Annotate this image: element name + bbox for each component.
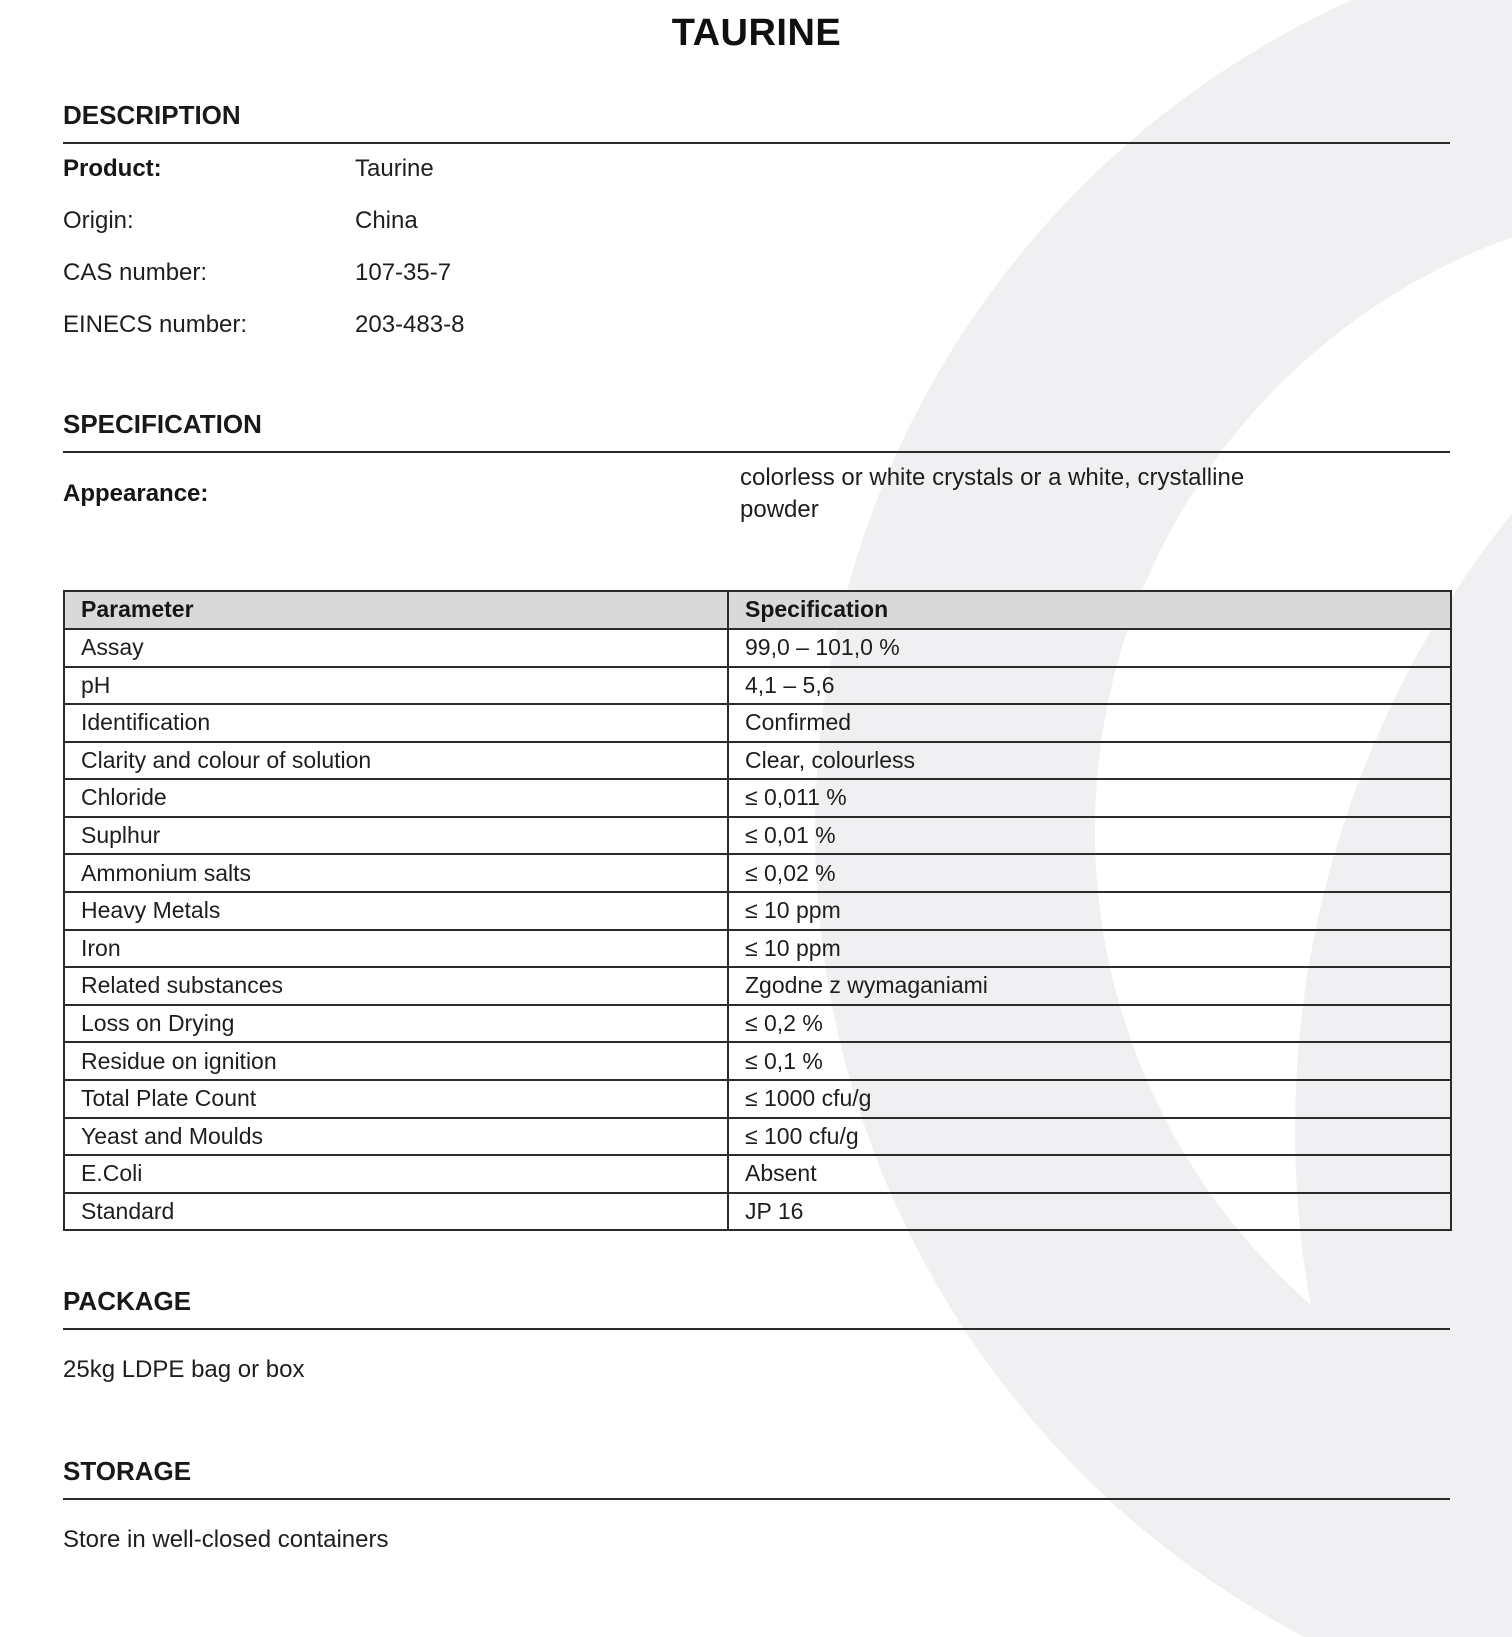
storage-divider	[63, 1498, 1450, 1500]
parameter-cell: E.Coli	[64, 1155, 728, 1193]
parameter-cell: Clarity and colour of solution	[64, 742, 728, 780]
specification-cell: ≤ 0,1 %	[728, 1042, 1451, 1080]
table-header-parameter: Parameter	[64, 591, 728, 629]
specification-cell: ≤ 0,2 %	[728, 1005, 1451, 1043]
specification-cell: 99,0 – 101,0 %	[728, 629, 1451, 667]
parameter-cell: Iron	[64, 930, 728, 968]
table-header-specification: Specification	[728, 591, 1451, 629]
description-row-value: Taurine	[355, 154, 434, 182]
parameter-cell: Total Plate Count	[64, 1080, 728, 1118]
specification-cell: Absent	[728, 1155, 1451, 1193]
table-row	[64, 1042, 1451, 1080]
parameter-cell: Residue on ignition	[64, 1042, 728, 1080]
table-row	[64, 1155, 1451, 1193]
table-row	[64, 779, 1451, 817]
description-row	[63, 312, 1450, 337]
table-row	[64, 1118, 1451, 1156]
description-section	[63, 101, 1450, 338]
specification-cell: Zgodne z wymaganiami	[728, 967, 1451, 1005]
table-row	[64, 629, 1451, 667]
table-row	[64, 892, 1451, 930]
table-row	[64, 1193, 1451, 1231]
specification-cell: ≤ 0,01 %	[728, 817, 1451, 855]
package-heading: PACKAGE	[63, 1286, 192, 1317]
description-divider	[63, 142, 1450, 144]
specification-cell: ≤ 10 ppm	[728, 930, 1451, 968]
storage-heading: STORAGE	[63, 1456, 192, 1487]
specification-cell: 4,1 – 5,6	[728, 667, 1451, 705]
parameter-cell: pH	[64, 667, 728, 705]
description-rows	[63, 156, 1450, 338]
description-row-value: 203-483-8	[355, 311, 465, 339]
package-text: 25kg LDPE bag or box	[63, 1356, 305, 1384]
specification-heading: SPECIFICATION	[63, 408, 262, 439]
parameter-cell: Loss on Drying	[64, 1005, 728, 1043]
table-row	[64, 817, 1451, 855]
specification-cell: ≤ 100 cfu/g	[728, 1118, 1451, 1156]
appearance-label: Appearance:	[63, 479, 209, 507]
table-row	[64, 667, 1451, 705]
table-row	[64, 1080, 1451, 1118]
parameter-cell: Identification	[64, 704, 728, 742]
parameter-cell: Related substances	[64, 967, 728, 1005]
package-section	[63, 1287, 1450, 1385]
table-row	[64, 1005, 1451, 1043]
description-row-value: 107-35-7	[355, 259, 452, 287]
storage-section	[63, 1457, 1450, 1555]
table-row	[64, 930, 1451, 968]
parameter-cell: Suplhur	[64, 817, 728, 855]
parameter-cell: Ammonium salts	[64, 854, 728, 892]
parameter-cell: Chloride	[64, 779, 728, 817]
storage-text: Store in well-closed containers	[63, 1525, 389, 1553]
specification-cell: Clear, colourless	[728, 742, 1451, 780]
description-row-value: China	[355, 207, 418, 235]
page-title: TAURINE	[671, 12, 842, 54]
specification-cell: ≤ 0,011 %	[728, 779, 1451, 817]
table-row	[64, 854, 1451, 892]
description-row-label: Product:	[63, 154, 162, 182]
appearance-row	[63, 462, 1450, 527]
parameter-cell: Assay	[64, 629, 728, 667]
specification-divider	[63, 451, 1450, 453]
parameter-cell: Heavy Metals	[64, 892, 728, 930]
specification-table	[63, 590, 1452, 1231]
description-row-label: CAS number:	[63, 259, 208, 287]
description-row	[63, 208, 1450, 233]
parameter-cell: Standard	[64, 1193, 728, 1231]
specification-cell: ≤ 0,02 %	[728, 854, 1451, 892]
description-row	[63, 156, 1450, 181]
description-row-label: Origin:	[63, 207, 134, 235]
appearance-value: colorless or white crystals or a white, crystalline powder	[740, 463, 1245, 523]
specification-cell: JP 16	[728, 1193, 1451, 1231]
table-row	[64, 704, 1451, 742]
specification-cell: Confirmed	[728, 704, 1451, 742]
table-header-row	[64, 591, 1451, 629]
parameter-cell: Yeast and Moulds	[64, 1118, 728, 1156]
description-heading: DESCRIPTION	[63, 100, 241, 130]
table-row	[64, 967, 1451, 1005]
specification-cell: ≤ 10 ppm	[728, 892, 1451, 930]
description-row-label: EINECS number:	[63, 311, 248, 339]
description-row	[63, 260, 1450, 285]
package-divider	[63, 1328, 1450, 1330]
specification-section	[63, 410, 1450, 1232]
specification-cell: ≤ 1000 cfu/g	[728, 1080, 1451, 1118]
table-row	[64, 742, 1451, 780]
